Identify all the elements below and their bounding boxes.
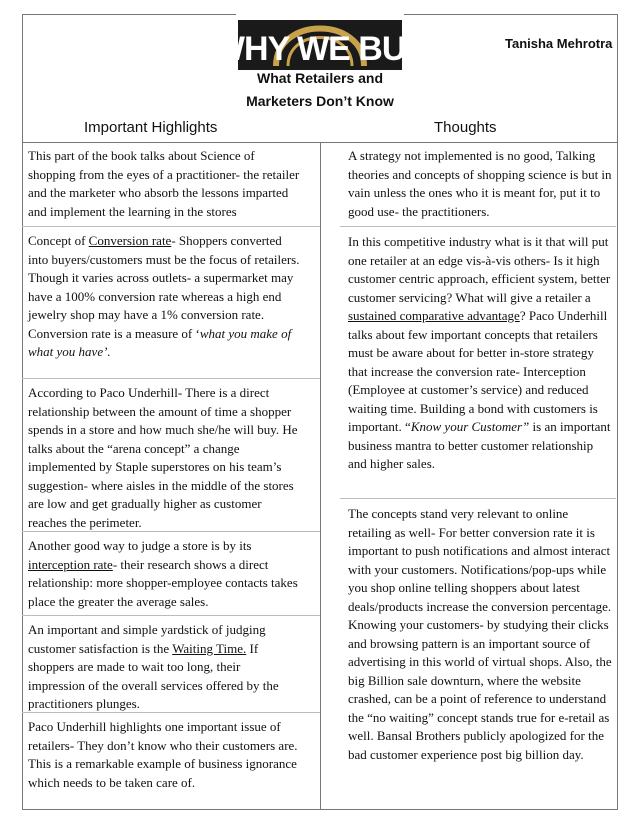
right-p2-italic: Know your Customer”: [410, 419, 530, 434]
sustained-advantage-term: sustained comparative advantage: [348, 308, 520, 323]
right-column-heading: Thoughts: [434, 119, 497, 136]
author-name: Tanisha Mehrotra: [505, 36, 613, 51]
left-separator: [22, 531, 320, 532]
doc-title-line2: Marketers Don’t Know: [246, 93, 394, 109]
right-para-online: The concepts stand very relevant to online retailing as well- For better conversion rate it is important to push notifications and almost interact with your customers. Notifications/pop-ups while you shop online telling shoppers about latest deals/products increase the conversion percentage. Knowing your customers- by studying their clicks and browsing pattern is an important source of advertising in this world of virtual shops. Also, the big Billion sale downturn, where the website crashed, can be a point of reference to understand the “no waiting” concept stands true for e-retail as well. Bansal Brothers publicly apologized for the bad customer experience post big billion day.: [348, 506, 612, 762]
left-p4-pre: Another good way to judge a store is by its: [28, 538, 252, 553]
left-para-waiting: [28, 621, 300, 714]
left-para-intro: This part of the book talks about Science of shopping from the eyes of a practitioner- the retailer and the marketer who absorb the lessons imparted and implement the learning in the stores: [28, 148, 300, 219]
left-separator: [22, 378, 320, 379]
left-p2-post: - Shoppers converted into buyers/customers must be the focus of retailers. Though it varies across outlets- a supermarket may have a 100% conversion rate whereas a high end jewelry shop may have a 1% conversion rate.: [28, 233, 300, 322]
left-separator: [22, 615, 320, 616]
left-p2-pre: Concept of: [28, 233, 89, 248]
left-para-arena: According to Paco Underhill- There is a direct relationship between the amount of time a shopper spends in a store and how much she/he will buy. He talks about the “arena concept” a change implemented by Staple superstores on his team’s suggestion- where aisles in the middle of the stores are low and get gradually higher as customer reaches the perimeter.: [28, 385, 298, 530]
left-p4-post: - their research shows a direct relationship: more shopper-employee contacts takes place the greater the average sales.: [28, 556, 298, 609]
right-p2-pre: In this competitive industry what is it that will put one retailer at an edge vis-à-vis others- Is it high customer centric approach, efficient system, better customer servicing? What will give a retailer a: [348, 234, 611, 305]
left-separator: [22, 226, 320, 227]
logo-text: WHY WE BUY: [212, 30, 428, 68]
right-p2-mid: ? Paco Underhill talks about few important concepts that retailers must be aware about for better in-store strategy that increase the conversion rate- Interception (Employee at customer’s service) and reduced waiting time. Building a bond with customers is important. “: [348, 308, 608, 434]
left-para-ignorance: Paco Underhill highlights one important issue of retailers- They don’t know who their customers are. This is a remarkable example of business ignorance which needs to be taken care of.: [28, 719, 298, 790]
left-column-heading: Important Highlights: [84, 119, 218, 136]
left-para-conversion: [28, 232, 300, 362]
left-p2b-pre: Conversion rate is a measure of ‘: [28, 325, 200, 341]
conversion-rate-term: Conversion rate: [88, 233, 172, 248]
left-para-interception: [28, 537, 300, 611]
left-p2b-italic: what you make of what you have’.: [28, 325, 292, 359]
waiting-time-term: Waiting Time.: [172, 640, 247, 656]
left-p5-post: If shoppers are made to wait too long, their impression of the overall services offered by the practitioners plunges.: [28, 640, 279, 711]
left-separator: [22, 712, 320, 713]
doc-title-line1: What Retailers and: [256, 70, 384, 86]
interception-rate-term: interception rate: [28, 556, 113, 572]
right-separator: [340, 498, 616, 499]
left-p5-pre: An important and simple yardstick of judging customer satisfaction is the: [28, 622, 266, 656]
right-separator: [340, 226, 616, 227]
why-we-buy-logo: [212, 6, 428, 72]
right-para-competition: [348, 233, 612, 474]
right-p2-post: is an important business mantra to better customer relationship and higher sales.: [348, 419, 611, 471]
column-divider: [320, 142, 321, 810]
right-para-strategy: A strategy not implemented is no good, Talking theories and concepts of shopping science is but in vain unless the ones who it is meant for, put it to good use- the practitioners.: [348, 148, 612, 219]
